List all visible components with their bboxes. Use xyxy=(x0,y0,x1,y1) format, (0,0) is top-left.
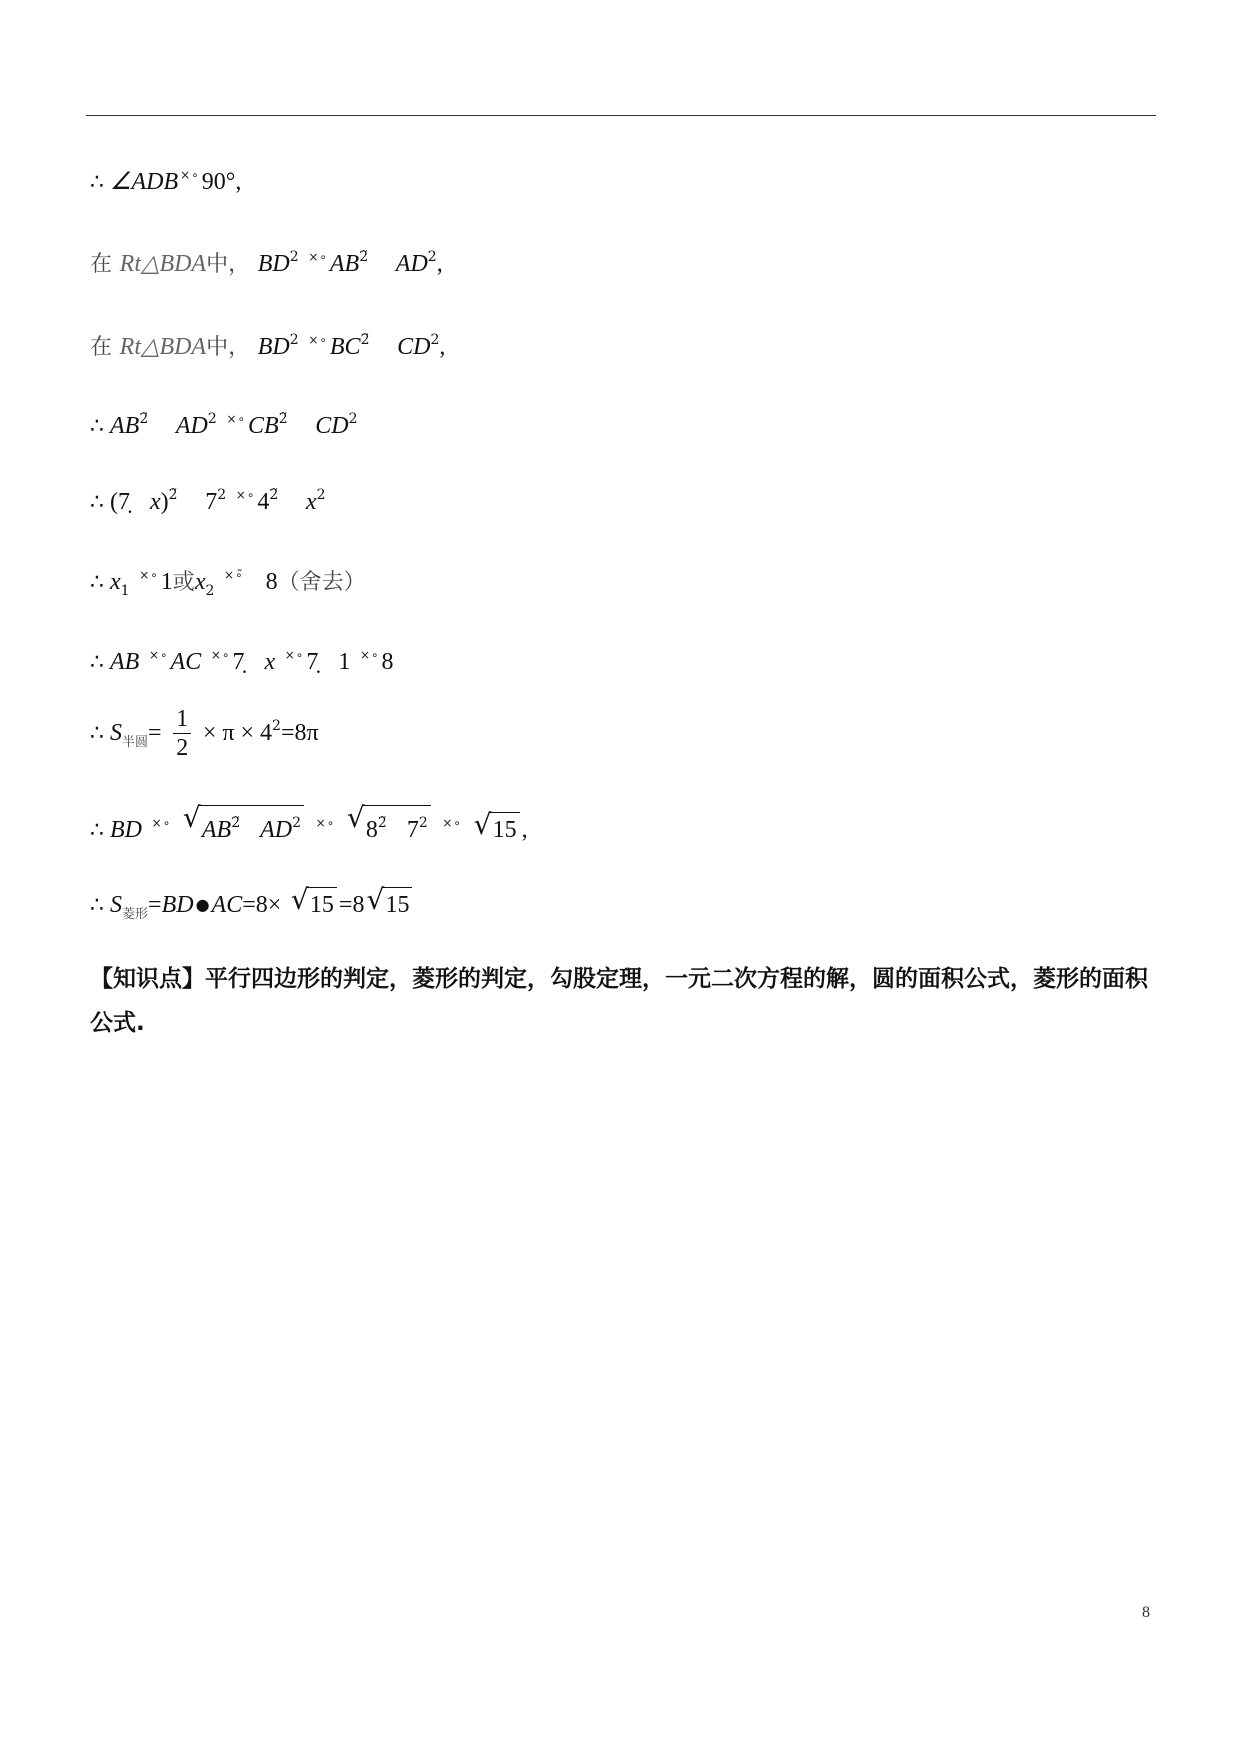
eq-artifact: ×∘ xyxy=(151,816,172,830)
exponent: 2 xyxy=(272,718,281,734)
term: AD xyxy=(175,413,208,439)
subscript: 2 xyxy=(205,583,215,599)
value: 8 xyxy=(265,569,278,595)
var-x: x xyxy=(150,489,161,515)
term: BC xyxy=(329,334,361,360)
subscript: 半圆 xyxy=(122,735,149,750)
eq-artifact: ×∘ xyxy=(210,648,231,662)
therefore-symbol: ∴ xyxy=(90,893,104,918)
term: AB xyxy=(110,649,140,675)
exponent: 2̃ xyxy=(269,487,279,503)
value: 1 xyxy=(160,569,173,595)
sqrt-15: √ 15 xyxy=(291,887,337,922)
var-x: x xyxy=(264,649,276,675)
eq-artifact: ×∘ xyxy=(284,648,305,662)
exponent: 2̃ xyxy=(231,815,241,831)
sqrt-expression: √ $AB^{2̃}$ $AD^2$ xyxy=(183,805,304,847)
step-substitute xyxy=(90,478,326,520)
numerator: 1 xyxy=(173,705,191,734)
therefore-symbol: ∴ xyxy=(90,490,104,515)
therefore-symbol: ∴ xyxy=(90,570,104,595)
area-symbol: S xyxy=(110,892,122,918)
term: 7̣ xyxy=(232,649,245,675)
radicand: 15 xyxy=(307,887,337,922)
therefore-symbol: ∴ xyxy=(90,170,104,195)
sqrt-expression: √ $8^{2̃}$ $7^2$ xyxy=(347,805,431,847)
eq-artifact: ×∘ xyxy=(308,333,328,347)
equals: = xyxy=(148,892,162,918)
value: 8 xyxy=(381,649,394,675)
denominator: 2 xyxy=(176,735,189,761)
equals: = xyxy=(148,720,162,746)
prefix-text: 在 xyxy=(90,252,113,277)
exponent: 2̃ xyxy=(360,332,370,348)
eq-artifact: ×∘̃ xyxy=(224,568,244,582)
term: BD xyxy=(257,334,290,360)
term: AD xyxy=(395,251,428,277)
knowledge-points: 【知识点】平行四边形的判定，菱形的判定，勾股定理，一元二次方程的解，圆的面积公式，菱形的面积公式. xyxy=(90,966,1148,1036)
exponent: 2 xyxy=(289,249,299,265)
comma: , xyxy=(436,251,443,277)
term: × π × 4 xyxy=(202,720,273,746)
eq-artifact: ×∘ xyxy=(139,568,159,582)
dot-operator: ● xyxy=(195,895,210,914)
therefore-symbol: ∴ xyxy=(90,414,104,439)
eq-artifact: ×∘ xyxy=(148,648,169,662)
triangle-label: Rt△BDA xyxy=(119,251,207,277)
term: AC xyxy=(170,649,202,675)
step-ab-ac xyxy=(90,638,394,680)
step-semicircle-area xyxy=(90,705,319,762)
therefore-symbol: ∴ xyxy=(90,818,104,843)
exponent: 2̃ xyxy=(139,411,149,427)
term: AB xyxy=(201,817,232,843)
comma: , xyxy=(439,334,446,360)
term: 4 xyxy=(257,489,270,515)
sqrt-15: √ 15 xyxy=(474,812,520,847)
term: BD xyxy=(161,892,194,918)
exponent: 2 xyxy=(316,487,326,503)
fraction-half xyxy=(173,705,191,762)
step-rhombus-area xyxy=(90,883,414,932)
page-number: 8 xyxy=(1142,1604,1150,1621)
radicand: 15 xyxy=(382,887,412,922)
step-bd-length xyxy=(90,801,528,848)
eq-artifact: ×∘ xyxy=(359,648,380,662)
exponent: 2 xyxy=(292,815,302,831)
term: (7̣ xyxy=(110,489,130,515)
value: 90° xyxy=(201,169,236,195)
eq-artifact: ×∘ xyxy=(180,168,200,182)
eq-artifact: ×∘ xyxy=(235,488,256,502)
suffix-text: 中， xyxy=(206,252,251,277)
subscript: 1 xyxy=(120,583,130,599)
step-pythagoras-bdc xyxy=(90,323,445,365)
suffix-text: 中， xyxy=(206,335,251,360)
term: =8× xyxy=(242,892,282,918)
exponent: 2 xyxy=(430,332,440,348)
exponent: 2 xyxy=(427,249,437,265)
header-rule xyxy=(86,115,1156,116)
term: CB xyxy=(248,413,279,439)
exponent: 2 xyxy=(207,411,217,427)
exponent: 2̃ xyxy=(359,249,369,265)
step-pythagoras-abd xyxy=(90,240,443,282)
term: 8 xyxy=(365,817,378,843)
term: =8 xyxy=(338,892,365,918)
comma: , xyxy=(521,817,528,843)
radicand: 15 xyxy=(490,812,520,847)
area-symbol: S xyxy=(110,720,122,746)
subscript: 菱形 xyxy=(122,907,149,922)
discard-note: （舍去） xyxy=(277,570,366,595)
exponent: 2̃ xyxy=(168,487,178,503)
value: =8π xyxy=(280,720,319,746)
var-x: x xyxy=(194,569,206,595)
exponent: 2 xyxy=(418,815,428,831)
therefore-symbol: ∴ xyxy=(90,721,104,746)
eq-artifact: ×∘ xyxy=(308,250,328,264)
term: 7 xyxy=(406,817,419,843)
prefix-text: 在 xyxy=(90,335,113,360)
term: BD xyxy=(110,817,142,843)
triangle-label: Rt△BDA xyxy=(119,334,207,360)
term: AB xyxy=(110,413,140,439)
term: CD xyxy=(397,334,431,360)
eq-artifact: ×∘ xyxy=(442,816,462,830)
step-solutions xyxy=(90,558,366,608)
eq-artifact: ×∘ xyxy=(315,816,336,830)
term: 7̣ xyxy=(306,649,319,675)
var-x: x xyxy=(305,489,317,515)
exponent: 2 xyxy=(348,411,358,427)
exponent: 2̃ xyxy=(278,411,288,427)
exponent: 2̃ xyxy=(377,815,387,831)
term: AC xyxy=(211,892,243,918)
var-x: x xyxy=(110,569,121,595)
step-angle-adb xyxy=(90,158,241,200)
sqrt-15: √ 15 xyxy=(366,887,412,922)
term: CD xyxy=(315,413,349,439)
therefore-symbol: ∴ xyxy=(90,650,104,675)
exponent: 2 xyxy=(217,487,227,503)
term: 1 xyxy=(338,649,351,675)
comma: , xyxy=(235,169,242,195)
angle-adb: ∠ADB xyxy=(110,169,179,195)
term: AD xyxy=(260,817,293,843)
eq-artifact: ×∘ xyxy=(226,412,247,426)
paren: ) xyxy=(160,489,169,515)
term: BD xyxy=(257,251,290,277)
exponent: 2 xyxy=(289,332,299,348)
or-text: 或 xyxy=(172,570,195,595)
term: 7 xyxy=(205,489,218,515)
term: AB xyxy=(329,251,360,277)
step-equate xyxy=(90,402,358,444)
